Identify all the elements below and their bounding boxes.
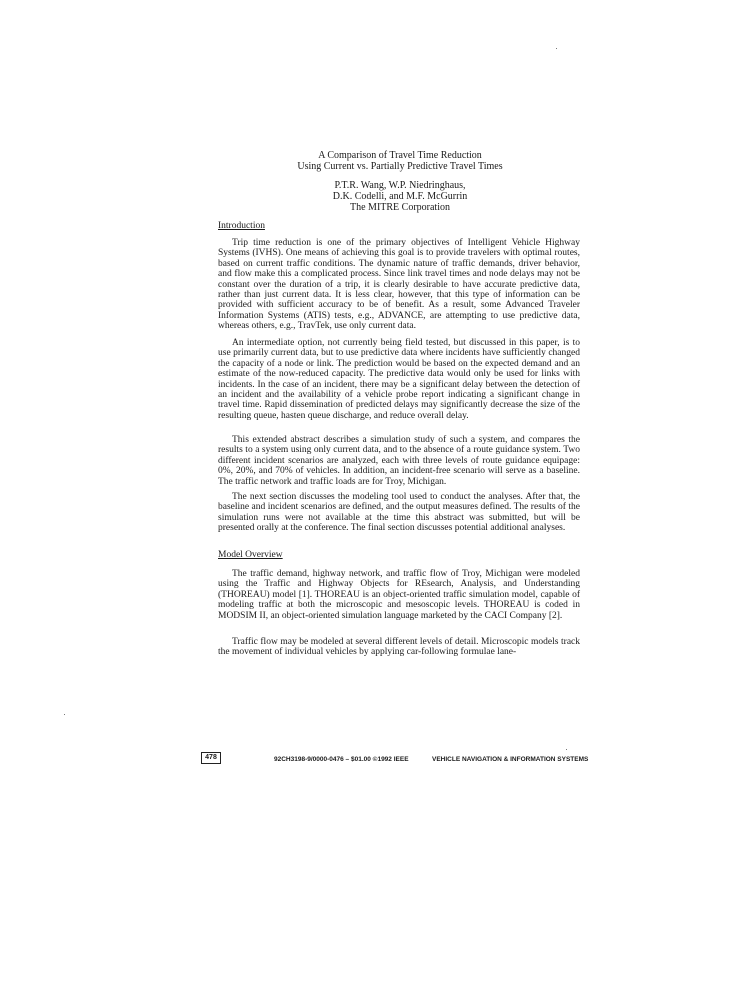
- authors-line-1: P.T.R. Wang, W.P. Niedringhaus,: [334, 180, 466, 191]
- page-number-box: 478: [201, 752, 221, 764]
- scan-speck: [556, 48, 557, 49]
- paper-title: [200, 150, 600, 172]
- section-heading-introduction: Introduction: [218, 221, 265, 231]
- scan-speck: [566, 749, 567, 750]
- footer-journal-name: VEHICLE NAVIGATION & INFORMATION SYSTEMS: [432, 756, 589, 763]
- title-line-1: A Comparison of Travel Time Reduction: [318, 150, 482, 161]
- paragraph-intro-1: Trip time reduction is one of the primary objectives of Intelligent Vehicle Highway Systems (IVHS). One means of achieving this goal is to provide travelers with optimal routes, based on current traffic conditions. The dynamic nature of traffic demands, driver behavior, and flow make this a complicated process. Since link travel times and node delays may not be constant over the duration of a trip, it is clearly desirable to have accurate predictive data, rather than just current data. It is less clear, however, that this type of information can be provided with sufficient accuracy to be of benefit. As a result, some Advanced Traveler Information Systems (ATIS) tests, e.g., ADVANCE, are attempting to use predictive data, whereas others, e.g., TravTek, use only current data.: [218, 238, 580, 332]
- paragraph-model-1: The traffic demand, highway network, and traffic flow of Troy, Michigan were modeled using the Traffic and Highway Objects for REsearch, Analysis, and Understanding (THOREAU) model [1]. THOREAU is an object-oriented traffic simulation model, capable of modeling traffic at both the microscopic and mesoscopic levels. THOREAU is coded in MODSIM II, an object-oriented simulation language marketed by the CACI Company [2].: [218, 569, 580, 621]
- title-line-2: Using Current vs. Partially Predictive Travel Times: [297, 161, 503, 172]
- footer-copyright-code: 92CH3198-9/0000-0476 – $01.00 ©1992 IEEE: [274, 756, 409, 763]
- paragraph-intro-4: The next section discusses the modeling tool used to conduct the analyses. After that, the baseline and incident scenarios are defined, and the output measures defined. The results of the simulation runs were not available at the time this abstract was submitted, but will be presented orally at the conference. The final section discusses potential additional analyses.: [218, 492, 580, 534]
- affiliation: The MITRE Corporation: [350, 202, 450, 213]
- section-heading-model-overview: Model Overview: [218, 550, 283, 560]
- paragraph-intro-2: An intermediate option, not currently being field tested, but discussed in this paper, is to use primarily current data, but to use predictive data where incidents have sufficiently changed the capacity of a node or link. The prediction would be based on the expected demand and an estimate of the now-reduced capacity. The predictive data would only be used for links with incidents. In the case of an incident, there may be a significant delay between the detection of an incident and the availability of a vehicle probe report indicating a significant change in travel time. Rapid dissemination of predicted delays may significantly decrease the size of the resulting queue, hasten queue discharge, and reduce overall delay.: [218, 338, 580, 421]
- scan-speck: [64, 714, 65, 715]
- paragraph-intro-3: This extended abstract describes a simulation study of such a system, and compares the results to a system using only current data, and to the absence of a route guidance system. Two different incident scenarios are analyzed, each with three levels of route guidance equipage: 0%, 20%, and 70% of vehicles. In addition, an incident-free scenario will serve as a baseline. The traffic network and traffic loads are for Troy, Michigan.: [218, 435, 580, 487]
- paragraph-model-2: Traffic flow may be modeled at several different levels of detail. Microscopic models track the movement of individual vehicles by applying car-following formulae lane-: [218, 637, 580, 658]
- author-block: [200, 180, 600, 213]
- authors-line-2: D.K. Codelli, and M.F. McGurrin: [332, 191, 468, 202]
